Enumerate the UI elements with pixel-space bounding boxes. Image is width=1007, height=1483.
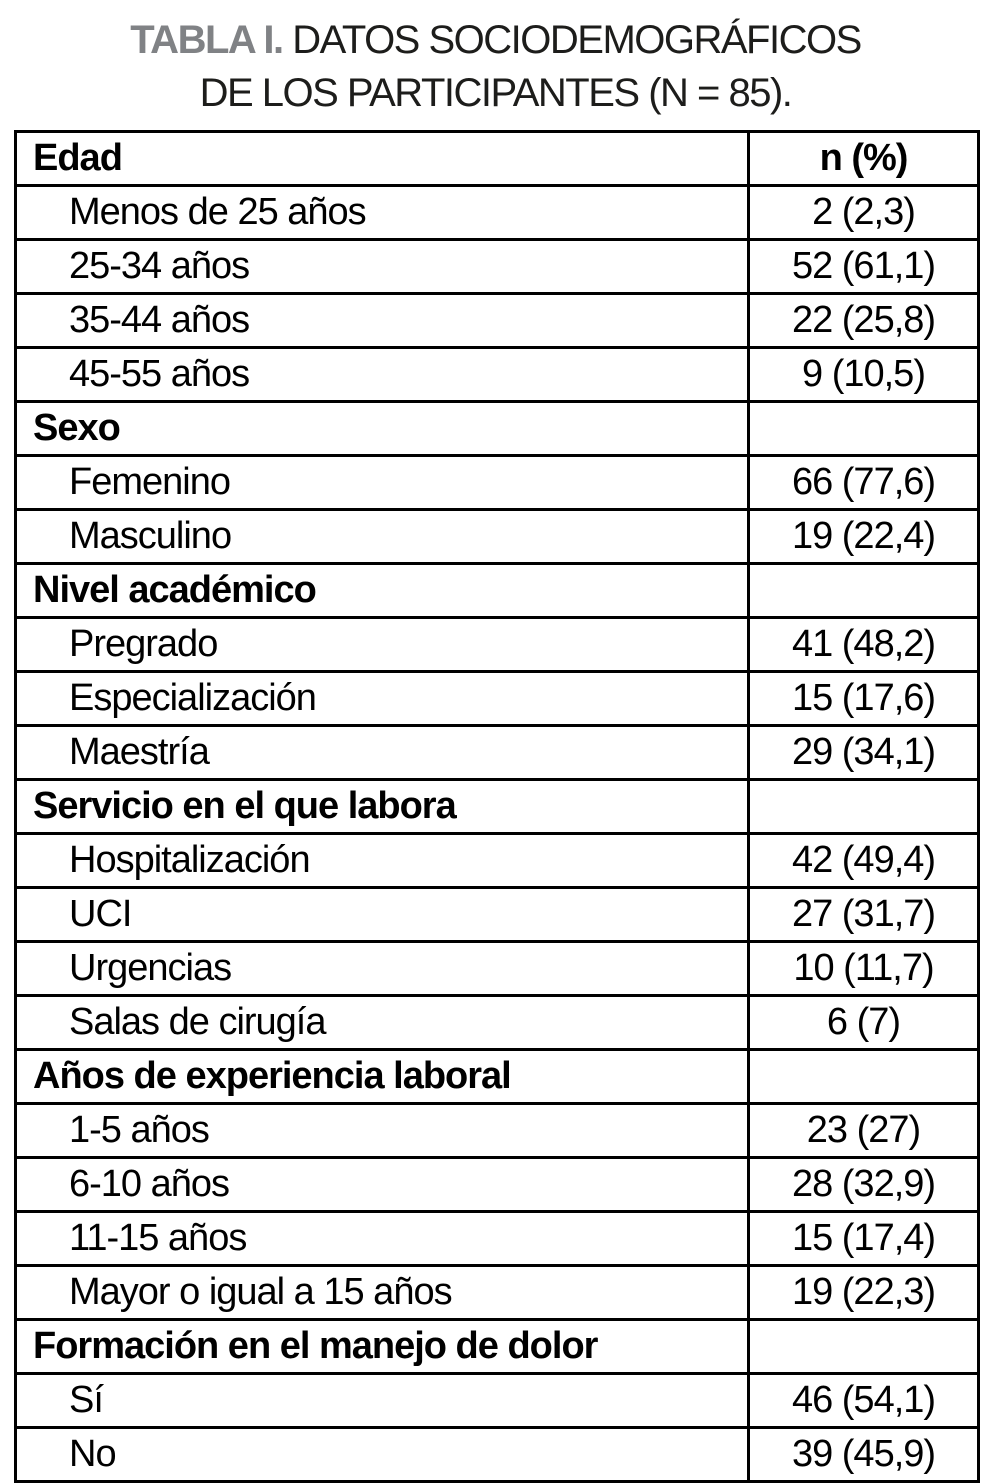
item-value: 46 (54,1) — [749, 1374, 979, 1428]
page — [0, 14, 1007, 1475]
table-row — [16, 1212, 979, 1266]
table-title — [14, 14, 977, 120]
item-value: 22 (25,8) — [749, 294, 979, 348]
item-label: Femenino — [16, 456, 749, 510]
table-row — [16, 780, 979, 834]
item-value: 29 (34,1) — [749, 726, 979, 780]
table-row — [16, 240, 979, 294]
table-row — [16, 996, 979, 1050]
table-row — [16, 564, 979, 618]
item-value: 10 (11,7) — [749, 942, 979, 996]
table-row — [16, 402, 979, 456]
table-row — [16, 726, 979, 780]
table-title-line2: DE LOS PARTICIPANTES (N = 85). — [199, 71, 792, 115]
item-value — [749, 564, 979, 618]
item-value: 19 (22,4) — [749, 510, 979, 564]
item-label: Sí — [16, 1374, 749, 1428]
item-value — [749, 1320, 979, 1374]
item-label: Urgencias — [16, 942, 749, 996]
table-row — [16, 1050, 979, 1104]
item-label: Masculino — [16, 510, 749, 564]
table-row — [16, 1320, 979, 1374]
table-row — [16, 1158, 979, 1212]
table-title-line1 — [14, 14, 977, 67]
table-row — [16, 672, 979, 726]
header-cell-edad: Edad — [16, 132, 749, 186]
table-row — [16, 510, 979, 564]
section-label: Formación en el manejo de dolor — [16, 1320, 749, 1374]
item-label: 6-10 años — [16, 1158, 749, 1212]
item-label: No — [16, 1428, 749, 1482]
table-row — [16, 186, 979, 240]
item-value — [749, 1050, 979, 1104]
table-row — [16, 294, 979, 348]
item-value: 39 (45,9) — [749, 1428, 979, 1482]
section-label: Nivel académico — [16, 564, 749, 618]
item-value: 28 (32,9) — [749, 1158, 979, 1212]
table-row — [16, 1266, 979, 1320]
item-value: 19 (22,3) — [749, 1266, 979, 1320]
item-label: Salas de cirugía — [16, 996, 749, 1050]
table-row — [16, 834, 979, 888]
item-value: 15 (17,4) — [749, 1212, 979, 1266]
table-row — [16, 1428, 979, 1482]
item-value: 15 (17,6) — [749, 672, 979, 726]
item-label: 35-44 años — [16, 294, 749, 348]
header-cell-n-pct: n (%) — [749, 132, 979, 186]
item-value: 66 (77,6) — [749, 456, 979, 510]
item-label: 1-5 años — [16, 1104, 749, 1158]
item-value: 42 (49,4) — [749, 834, 979, 888]
section-label: Servicio en el que labora — [16, 780, 749, 834]
table-row — [16, 618, 979, 672]
item-label: Maestría — [16, 726, 749, 780]
section-label: Años de experiencia laboral — [16, 1050, 749, 1104]
table-row — [16, 1104, 979, 1158]
item-label: Mayor o igual a 15 años — [16, 1266, 749, 1320]
item-value: 23 (27) — [749, 1104, 979, 1158]
item-label: UCI — [16, 888, 749, 942]
section-label: Sexo — [16, 402, 749, 456]
item-value: 52 (61,1) — [749, 240, 979, 294]
table-header-row — [16, 132, 979, 186]
table-row — [16, 1374, 979, 1428]
sociodemographic-table — [14, 130, 980, 1483]
item-value: 27 (31,7) — [749, 888, 979, 942]
table-title-line1-rest: DATOS SOCIODEMOGRÁFICOS — [282, 18, 861, 62]
item-value — [749, 402, 979, 456]
item-value: 2 (2,3) — [749, 186, 979, 240]
table-title-label: TABLA I. — [130, 18, 283, 62]
item-label: 25-34 años — [16, 240, 749, 294]
item-label: 11-15 años — [16, 1212, 749, 1266]
item-label: Pregrado — [16, 618, 749, 672]
item-label: Especialización — [16, 672, 749, 726]
table-row — [16, 942, 979, 996]
item-value: 9 (10,5) — [749, 348, 979, 402]
item-label: Hospitalización — [16, 834, 749, 888]
table-row — [16, 456, 979, 510]
table-row — [16, 348, 979, 402]
table-body — [16, 186, 979, 1482]
item-label: 45-55 años — [16, 348, 749, 402]
item-label: Menos de 25 años — [16, 186, 749, 240]
item-value — [749, 780, 979, 834]
item-value: 41 (48,2) — [749, 618, 979, 672]
table-row — [16, 888, 979, 942]
item-value: 6 (7) — [749, 996, 979, 1050]
